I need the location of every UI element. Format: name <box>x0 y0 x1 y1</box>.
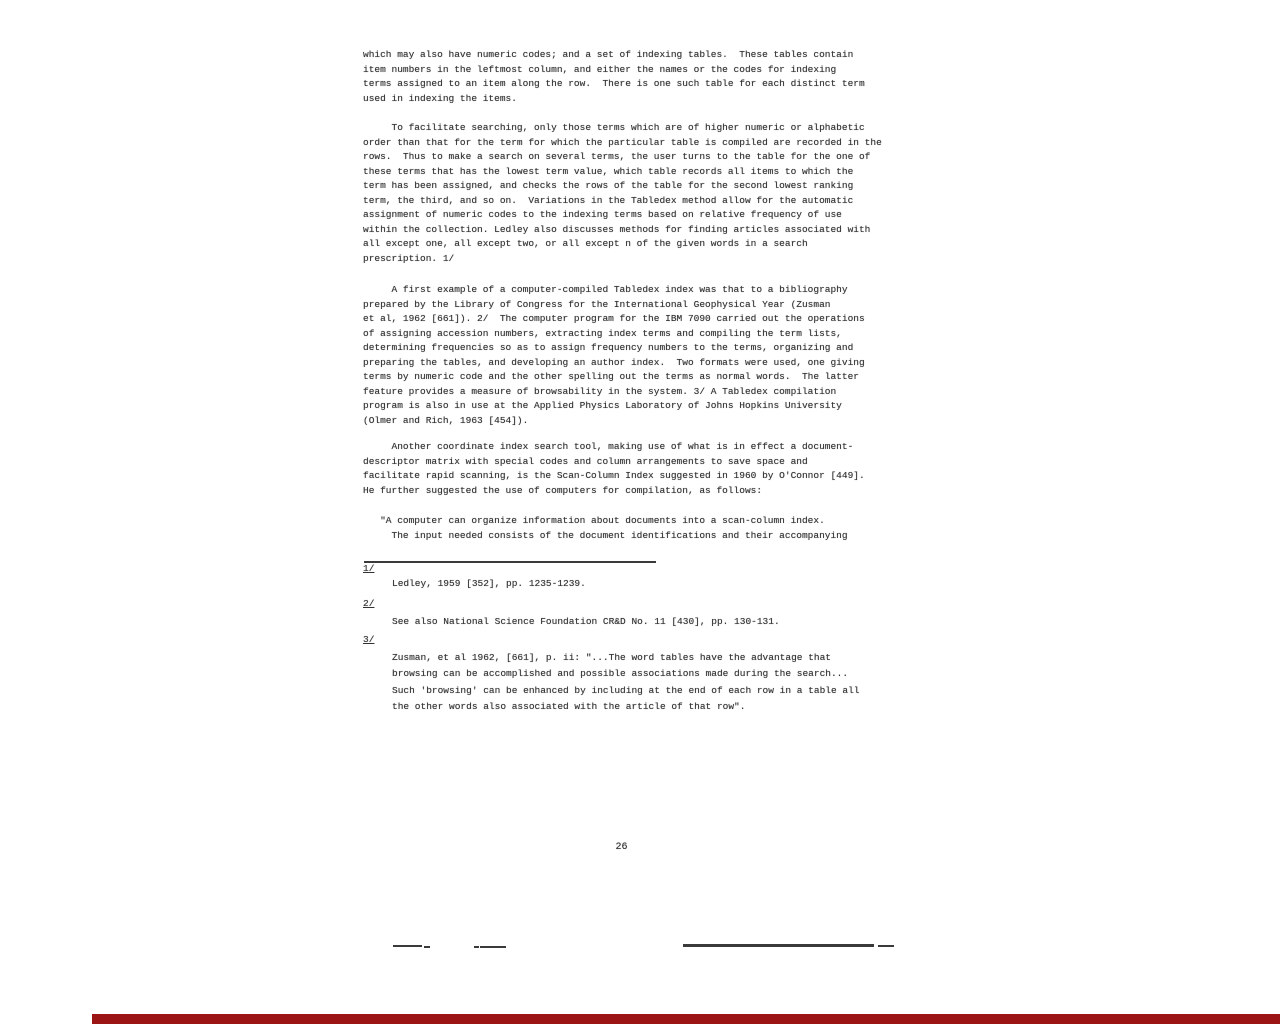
scan-mark-line-long <box>683 944 874 947</box>
text-line: assignment of numeric codes to the indexing terms based on relative frequency of use <box>363 209 842 221</box>
text-line: facilitate rapid scanning, is the Scan-Column Index suggested in 1960 by O'Connor [449]. <box>363 470 865 482</box>
footnote-3-marker: 3/ <box>363 634 375 645</box>
scan-mark-dots <box>474 946 479 948</box>
text-line: browsing can be accomplished and possible associations made during the search... <box>392 668 849 680</box>
text-line: See also National Science Foundation CR&D No. 11 [430], pp. 130-131. <box>392 616 780 627</box>
scan-mark-line <box>393 945 422 947</box>
text-line: (Olmer and Rich, 1963 [454]). <box>363 414 529 426</box>
text-line: of assigning accession numbers, extracting index terms and compiling the term lists, <box>363 327 842 339</box>
text-line: order than that for the term for which the particular table is compiled are recorded in the <box>363 136 882 148</box>
text-line: item numbers in the leftmost column, and either the names or the codes for indexing <box>363 63 837 75</box>
text-line: A first example of a computer-compiled Tabledex index was that to a bibliography <box>363 284 848 295</box>
footnote-2-text <box>392 614 780 630</box>
text-line: "A computer can organize information about documents into a scan-column index. <box>363 515 825 526</box>
text-line: all except one, all except two, or all except n of the given words in a search <box>363 238 808 250</box>
text-line: preparing the tables, and developing an author index. Two formats were used, one giving <box>363 356 865 368</box>
text-line: Another coordinate index search tool, making use of what is in effect a document- <box>363 441 854 452</box>
text-line: program is also in use at the Applied Physics Laboratory of Johns Hopkins University <box>363 400 842 412</box>
footnote-2-marker: 2/ <box>363 598 375 609</box>
text-line: The input needed consists of the document identifications and their accompanying <box>363 529 848 541</box>
text-line: Zusman, et al 1962, [661], p. ii: "...The word tables have the advantage that <box>392 652 831 663</box>
text-line: within the collection. Ledley also discusses methods for finding articles associated with <box>363 223 871 235</box>
page-number: 26 <box>615 842 628 853</box>
text-line: descriptor matrix with special codes and column arrangements to save space and <box>363 455 808 467</box>
text-line: determining frequencies so as to assign frequency numbers to the terms, organizing and <box>363 342 854 354</box>
text-line: rows. Thus to make a search on several terms, the user turns to the table for the one of <box>363 151 871 163</box>
text-line: To facilitate searching, only those terms which are of higher numeric or alphabetic <box>363 122 865 133</box>
text-line: terms assigned to an item along the row. There is one such table for each distinct term <box>363 78 865 90</box>
paragraph-continuation <box>363 48 865 106</box>
text-line: used in indexing the items. <box>363 92 517 104</box>
text-line: which may also have numeric codes; and a set of indexing tables. These tables contain <box>363 49 854 60</box>
footnote-separator-rule <box>364 561 656 563</box>
text-line: these terms that has the lowest term value, which table records all items to which the <box>363 165 854 177</box>
text-line: prescription. 1/ <box>363 252 455 264</box>
scan-mark-dash <box>878 945 894 947</box>
text-line: term has been assigned, and checks the rows of the table for the second lowest ranking <box>363 180 854 192</box>
text-line: term, the third, and so on. Variations in the Tabledex method allow for the automatic <box>363 194 854 206</box>
text-line: terms by numeric code and the other spelling out the terms as normal words. The latter <box>363 371 859 383</box>
text-line: Ledley, 1959 [352], pp. 1235-1239. <box>392 578 586 589</box>
text-line: the other words also associated with the article of that row". <box>392 701 746 713</box>
footnote-3-text <box>392 650 859 716</box>
text-line: feature provides a measure of browsability in the system. 3/ A Tabledex compilation <box>363 385 837 397</box>
bottom-red-bar <box>92 1014 1280 1024</box>
paragraph-tabledex-example <box>363 283 865 428</box>
block-quote <box>363 514 848 543</box>
footnote-1-marker: 1/ <box>363 563 375 574</box>
text-line: prepared by the Library of Congress for the International Geophysical Year (Zusman <box>363 298 831 310</box>
text-line: Such 'browsing' can be enhanced by including at the end of each row in a table all <box>392 684 860 696</box>
footnote-1-text <box>392 576 586 592</box>
scan-mark-dots <box>424 946 430 948</box>
paragraph-scan-column-index <box>363 440 865 498</box>
scan-mark-line <box>480 946 506 948</box>
paragraph-searching <box>363 121 882 266</box>
text-line: He further suggested the use of computers for compilation, as follows: <box>363 484 763 496</box>
text-line: et al, 1962 [661]). 2/ The computer program for the IBM 7090 carried out the operations <box>363 313 865 325</box>
